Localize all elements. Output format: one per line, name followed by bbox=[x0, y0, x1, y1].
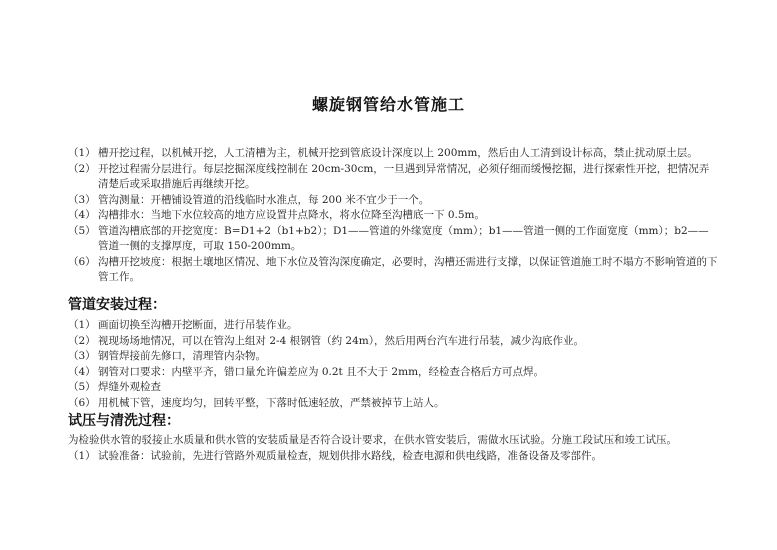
pressure-test-list bbox=[68, 449, 718, 465]
list-item bbox=[68, 396, 718, 412]
list-item bbox=[68, 318, 718, 334]
item-number: （5） bbox=[68, 224, 96, 237]
item-number: （1） bbox=[68, 450, 96, 462]
item-text: 钢管焊接前先修口，清理管内杂物。 bbox=[98, 350, 266, 362]
section-heading-pressure-test: 试压与清洗过程： bbox=[68, 413, 180, 429]
item-number: （1） bbox=[68, 147, 96, 159]
item-number: （1） bbox=[68, 319, 96, 331]
item-text: 焊缝外观检查 bbox=[98, 381, 161, 393]
list-item bbox=[68, 162, 718, 193]
item-number: （3） bbox=[68, 193, 96, 206]
list-item bbox=[68, 449, 718, 465]
item-text: 管道沟槽底部的开挖宽度：B=D1+2（b1+b2）；D1——管道的外缘宽度（mm）；b1——管道一侧的工作面宽度（mm）；b2——管道一侧的支撑厚度，可取 150-200mm。 bbox=[98, 224, 709, 252]
item-text: 沟槽开挖坡度：根据土壤地区情况、地下水位及管沟深度确定，必要时，沟槽还需进行支撑，以保证管道施工时不塌方不影响管道的下管工作。 bbox=[98, 255, 718, 283]
list-item bbox=[68, 349, 718, 365]
item-number: （2） bbox=[68, 162, 96, 175]
item-number: （5） bbox=[68, 381, 96, 393]
list-item bbox=[68, 193, 718, 209]
item-text: 画面切换至沟槽开挖断面，进行吊装作业。 bbox=[98, 319, 298, 331]
item-text: 管沟测量：开槽铺设管道的沿线临时水准点，每 200 米不宜少于一个。 bbox=[98, 193, 430, 206]
list-item bbox=[68, 224, 718, 255]
item-number: （6） bbox=[68, 396, 96, 409]
item-number: （3） bbox=[68, 350, 96, 362]
item-text: 开挖过程需分层进行。每层挖掘深度线控制在 20cm-30cm，一旦遇到异常情况，必须仔细而缓慢挖掘，进行探索性开挖，把情况弄清楚后或采取措施后再继续开挖。 bbox=[98, 162, 710, 190]
item-text: 沟槽排水：当地下水位较高的地方应设置井点降水，将水位降至沟槽底一下 0.5m。 bbox=[98, 209, 485, 221]
list-item bbox=[68, 255, 718, 286]
item-text: 用机械下管，速度均匀，回转平整，下落时低速轻放，严禁被掉节上站人。 bbox=[98, 396, 445, 409]
list-item bbox=[68, 208, 718, 224]
item-text: 试验准备：试验前，先进行管路外观质量检查，规划供排水路线，检查电源和供电线路，准备设备及零部件。 bbox=[98, 450, 602, 462]
installation-list bbox=[68, 318, 718, 411]
page-title: 螺旋钢管给水管施工 bbox=[311, 95, 465, 114]
item-number: （4） bbox=[68, 365, 96, 378]
item-number: （6） bbox=[68, 255, 96, 268]
list-item bbox=[68, 380, 718, 396]
item-text: 视现场场地情况，可以在管沟上组对 2-4 根钢管（约 24m），然后用两台汽车进行吊装，减少沟底作业。 bbox=[98, 334, 584, 347]
pressure-test-paragraph: 为检验供水管的驳接止水质量和供水管的安装质量是否符合设计要求，在供水管安装后，需做水压试验。分施工段试压和竣工试压。 bbox=[68, 434, 677, 446]
item-number: （4） bbox=[68, 209, 96, 221]
list-item bbox=[68, 146, 718, 162]
item-text: 钢管对口要求：内壁平齐，错口量允许偏差应为 0.2t 且不大于 2mm，经检查合格后方可点焊。 bbox=[98, 365, 545, 378]
list-item bbox=[68, 365, 718, 381]
item-number: （2） bbox=[68, 334, 96, 347]
item-text: 槽开挖过程，以机械开挖，人工清槽为主，机械开挖到管底设计深度以上 200mm，然后由人工清到设计标高，禁止扰动原土层。 bbox=[98, 147, 698, 159]
list-item bbox=[68, 334, 718, 350]
excavation-list bbox=[68, 146, 718, 286]
section-heading-installation: 管道安装过程： bbox=[68, 297, 166, 313]
